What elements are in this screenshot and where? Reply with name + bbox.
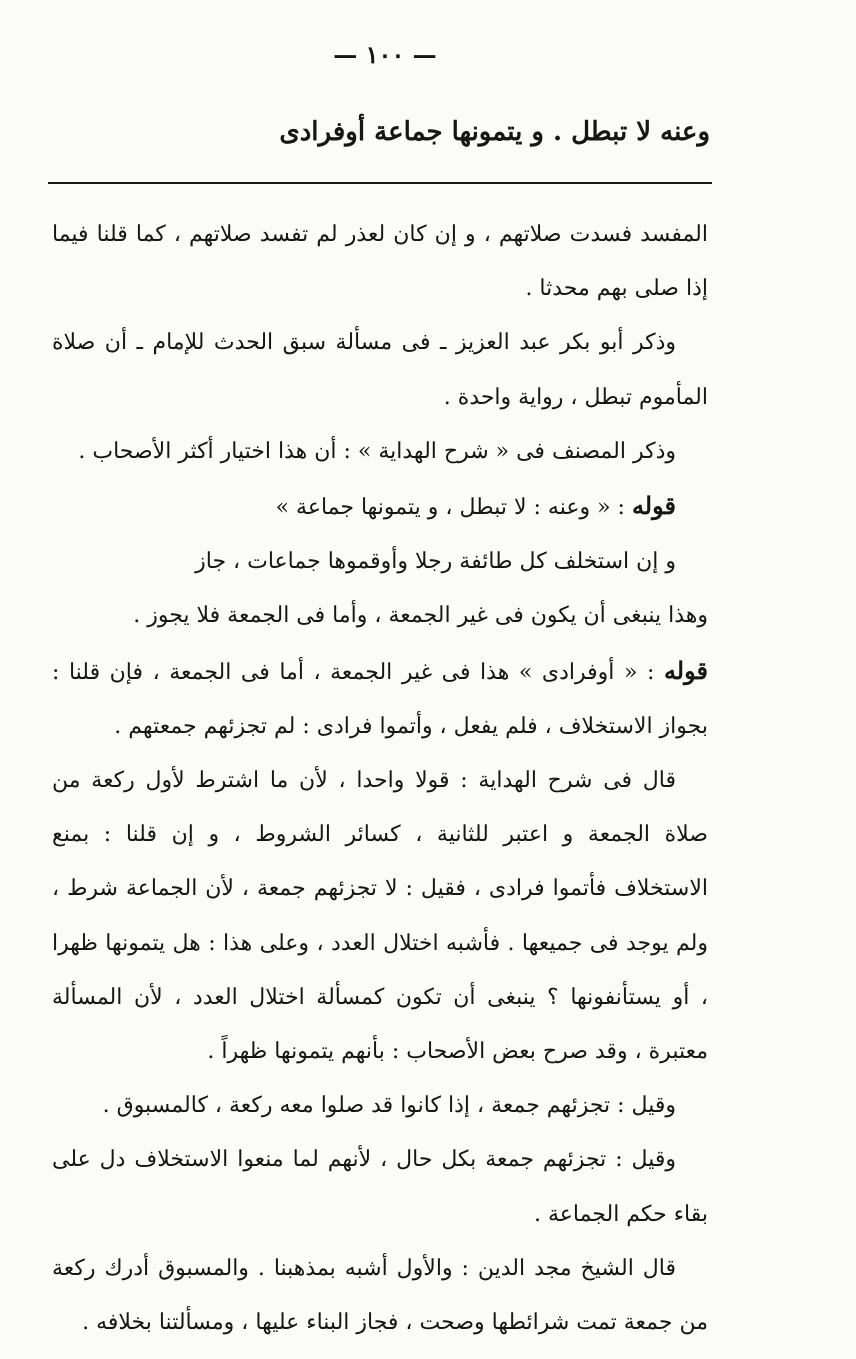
qawluhu-keyword: قوله: [663, 655, 708, 685]
page-number: — ١٠٠ —: [333, 40, 437, 69]
paragraph-text: : « أوفرادى » هذا فى غير الجمعة ، أما فى الجمعة ، فإن قلنا : بجواز الاستخلاف ، فلم يفعل ، وأتموا فرادى : لم تجزئهم جمعتهم .: [52, 659, 708, 739]
paragraph: وقيل : تجزئهم جمعة بكل حال ، لأنهم لما منعوا الاستخلاف دل على بقاء حكم الجماعة .: [52, 1147, 708, 1227]
commentary-body: [52, 208, 708, 1350]
paragraph: [52, 644, 708, 754]
paragraph: وذكر المصنف فى « شرح الهداية » : أن هذا اختيار أكثر الأصحاب .: [78, 438, 676, 464]
paragraph: المفسد فسدت صلاتهم ، و إن كان لعذر لم تفسد صلاتهم ، كما قلنا فيما إذا صلى بهم محدثا .: [52, 222, 708, 302]
paragraph: و إن استخلف كل طائفة رجلا وأوقموها جماعات ، جاز: [195, 549, 676, 575]
separator-rule: [48, 182, 712, 184]
paragraph: قال فى شرح الهداية : قولا واحدا ، لأن ما اشترط لأول ركعة من صلاة الجمعة و اعتبر للثانية ، كسائر الشروط ، و إن قلنا : بمنع الاستخلاف فأتموا فرادى ، فقيل : لا تجزئهم جمعة ، لأن الجماعة شرط ، ولم يوجد فى جميعها . فأشبه اختلال العدد ، وعلى هذا : هل يتمونها ظهرا ، أو يستأنفونها ؟ ينبغى أن تكون كمسألة اختلال العدد ، لأن المسألة معتبرة ، وقد صرح بعض الأصحاب : بأنهم يتمونها ظهراً .: [52, 768, 708, 1065]
paragraph: وذكر أبو بكر عبد العزيز ـ فى مسألة سبق الحدث للإمام ـ أن صلاة المأموم تبطل ، رواية واحدة .: [52, 330, 708, 410]
qawluhu-keyword: قوله: [631, 491, 676, 521]
paragraph: وقيل : تجزئهم جمعة ، إذا كانوا قد صلوا معه ركعة ، كالمسبوق .: [102, 1093, 676, 1119]
paragraph-text: : « وعنه : لا تبطل ، و يتمونها جماعة »: [275, 495, 625, 521]
paragraph: [52, 479, 708, 535]
matn-text: وعنه لا تبطل . و يتمونها جماعة أوفرادى: [279, 117, 710, 147]
paragraph: وهذا ينبغى أن يكون فى غير الجمعة ، وأما فى الجمعة فلا يجوز .: [133, 603, 708, 629]
paragraph: قال الشيخ مجد الدين : والأول أشبه بمذهبنا . والمسبوق أدرك ركعة من جمعة تمت شرائطها وصحت ، فجاز البناء عليها ، ومسألتنا بخلافه .: [52, 1255, 708, 1336]
